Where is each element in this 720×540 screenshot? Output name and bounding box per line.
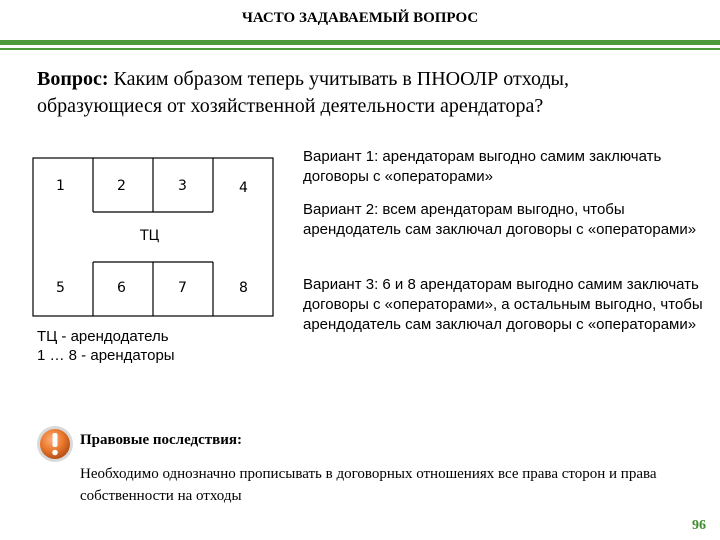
consequences-title: Правовые последствия: [80, 432, 242, 448]
slide-title: ЧАСТО ЗАДАВАЕМЫЙ ВОПРОС [241, 10, 479, 26]
unit-4-label: 4 [239, 180, 248, 196]
variant-text: : всем арендаторам выгодно, чтобы арендодатель сам заключал договоры с «операторами» [303, 201, 697, 238]
consequences-text: Необходимо однозначно прописывать в договорных отношениях все права сторон и права собственности на отходы [80, 466, 657, 504]
variant-label: Вариант 1 [303, 148, 375, 165]
variant-label: Вариант 3 [303, 276, 375, 293]
question-text: Каким образом теперь учитывать в ПНООЛР отходы, образующиеся от хозяйственной деятельности арендатора? [37, 68, 569, 117]
question-label: Вопрос: [37, 68, 109, 90]
unit-5-label: 5 [56, 280, 65, 296]
exclamation-icon [35, 424, 75, 464]
variant-text: : 6 и 8 арендаторам выгодно самим заключать договоры с «операторами», а остальным выгодно, чтобы арендодатель сам заключал договоры с «операторами» [303, 276, 703, 333]
diagram-legend [37, 327, 277, 365]
variant-label: Вариант 2 [303, 201, 375, 218]
page-number: 96 [692, 518, 706, 533]
unit-8-label: 8 [239, 280, 248, 296]
unit-3-label: 3 [178, 178, 187, 194]
variant-1 [303, 147, 703, 187]
unit-6-label: 6 [117, 280, 126, 296]
legend-line: 1 … 8 - арендаторы [37, 347, 175, 364]
variant-2 [303, 200, 703, 240]
unit-1-label: 1 [56, 178, 65, 194]
unit-7-label: 7 [178, 280, 187, 296]
legend-line: ТЦ - арендодатель [37, 328, 169, 345]
mall-label: ТЦ [140, 228, 160, 244]
variant-text: : арендаторам выгодно самим заключать договоры с «операторами» [303, 148, 662, 185]
unit-2-label: 2 [117, 178, 126, 194]
variant-3 [303, 275, 703, 335]
